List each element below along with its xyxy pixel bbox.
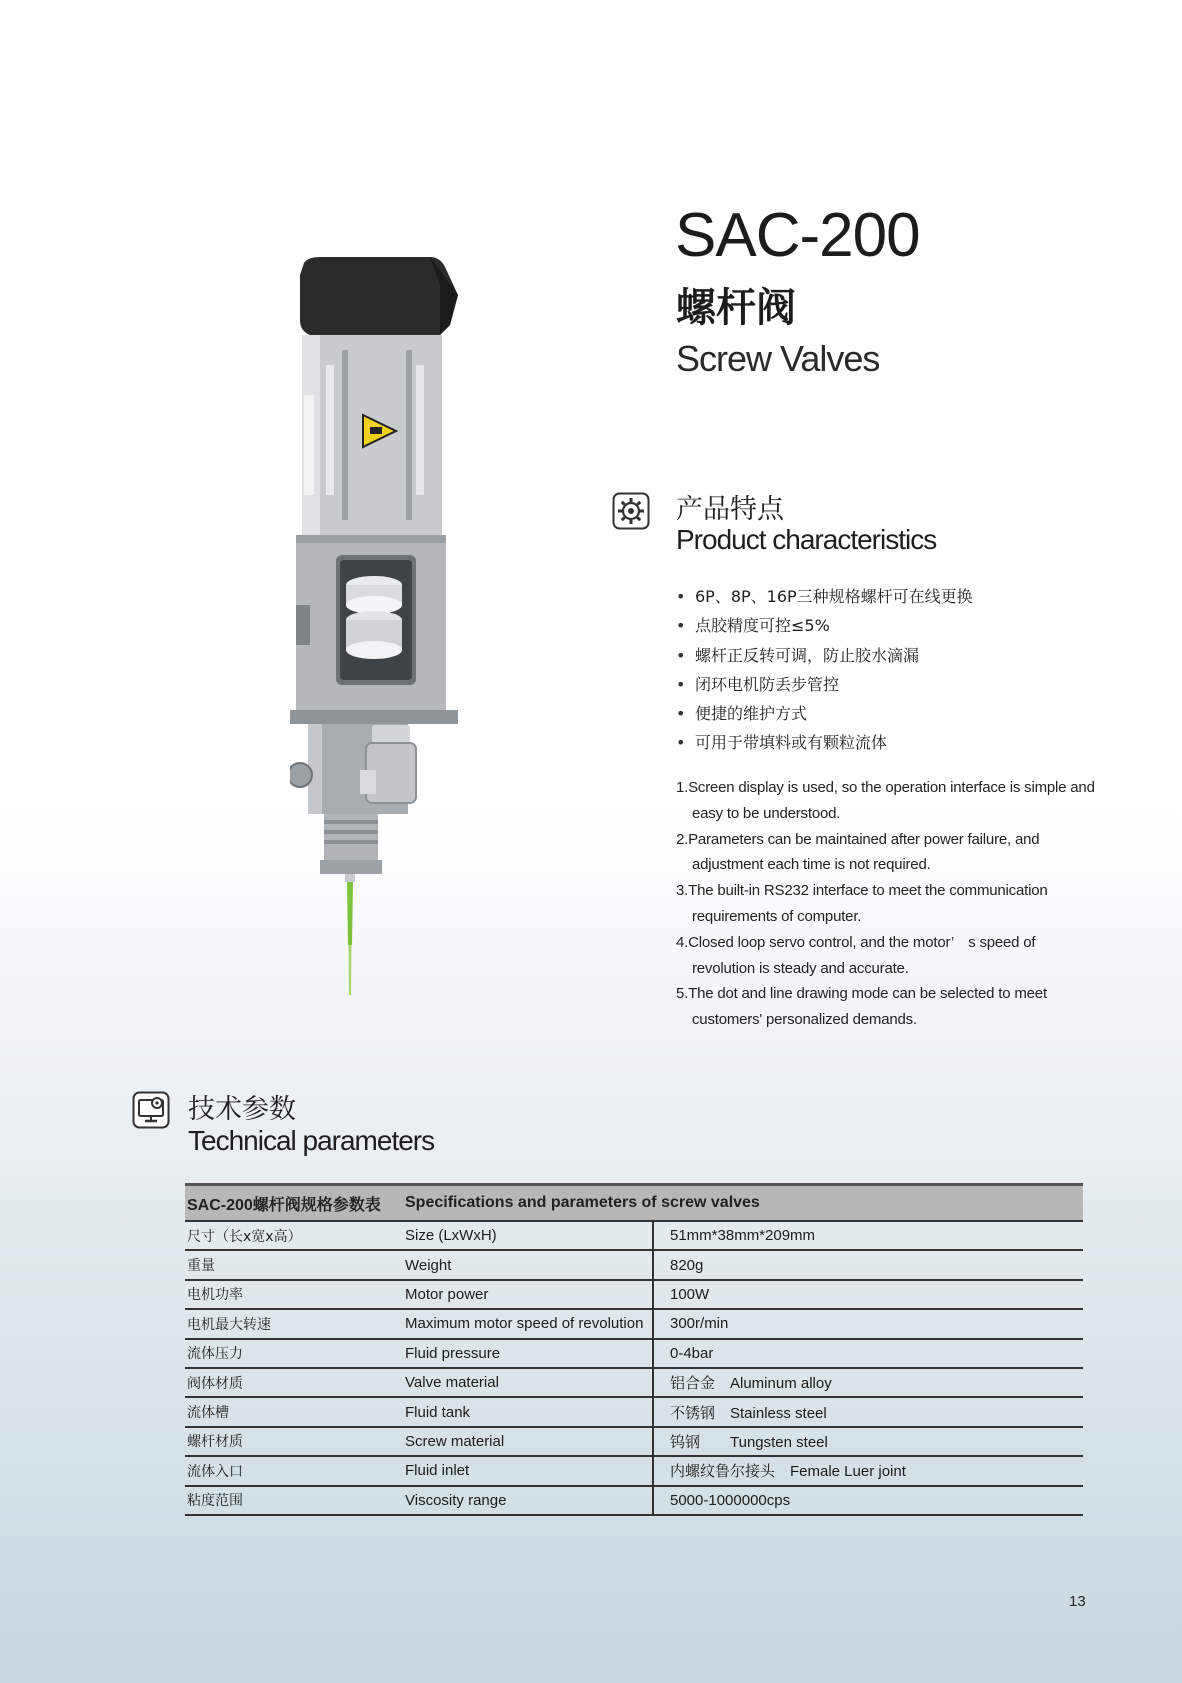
list-item: • 便捷的维护方式 [676, 699, 1136, 728]
list-item: • 螺杆正反转可调，防止胶水滴漏 [676, 641, 1136, 670]
param-name-en: Fluid tank [385, 1397, 653, 1426]
param-name-en: Motor power [385, 1280, 653, 1309]
specifications-table [185, 1183, 1083, 1516]
param-name-cn: 流体压力 [185, 1339, 385, 1368]
product-title-en: Screw Valves [676, 338, 880, 379]
param-name-cn: 流体入口 [185, 1456, 385, 1485]
param-name-cn: 尺寸（长x宽x高） [185, 1221, 385, 1250]
param-name-en: Fluid pressure [385, 1339, 653, 1368]
table-row [185, 1368, 1083, 1397]
list-item: • 闭环电机防丢步管控 [676, 670, 1136, 699]
table-row [185, 1280, 1083, 1309]
features-list [676, 775, 1096, 1033]
param-name-cn: 螺杆材质 [185, 1427, 385, 1456]
table-header-en: Specifications and parameters of screw valves [385, 1185, 1083, 1222]
list-item: 1.Screen display is used, so the operation interface is simple and easy to be understood. [676, 779, 1095, 822]
gear-icon [612, 492, 650, 530]
list-item: • 点胶精度可控≤5% [676, 611, 1136, 640]
param-value: 300r/min [653, 1309, 1083, 1338]
table-row [185, 1309, 1083, 1338]
table-row [185, 1427, 1083, 1456]
computer-settings-icon [132, 1091, 170, 1129]
table-row [185, 1339, 1083, 1368]
table-header-cn: SAC-200螺杆阀规格参数表 [185, 1185, 385, 1222]
table-row [185, 1397, 1083, 1426]
page-number: 13 [1069, 1593, 1086, 1610]
param-name-en: Maximum motor speed of revolution [385, 1309, 653, 1338]
param-name-en: Screw material [385, 1427, 653, 1456]
screw-valve-product-image [290, 255, 490, 995]
param-name-en: Size (LxWxH) [385, 1221, 653, 1250]
technical-heading-cn: 技术参数 [188, 1094, 296, 1125]
param-name-cn: 流体槽 [185, 1397, 385, 1426]
characteristics-heading-en: Product characteristics [676, 524, 937, 555]
param-value: 51mm*38mm*209mm [653, 1221, 1083, 1250]
param-value: 820g [653, 1250, 1083, 1279]
param-value: 不锈钢 Stainless steel [653, 1397, 1083, 1426]
list-item: • 6P、8P、16P三种规格螺杆可在线更换 [676, 582, 1136, 611]
param-name-en: Viscosity range [385, 1486, 653, 1515]
list-item: • 可用于带填料或有颗粒流体 [676, 728, 1136, 757]
characteristics-bullet-list [676, 582, 1136, 758]
param-value: 铝合金 Aluminum alloy [653, 1368, 1083, 1397]
param-name-en: Fluid inlet [385, 1456, 653, 1485]
param-name-cn: 电机功率 [185, 1280, 385, 1309]
table-row [185, 1250, 1083, 1279]
table-header-row [185, 1185, 1083, 1222]
param-value: 内螺纹鲁尔接头 Female Luer joint [653, 1456, 1083, 1485]
characteristics-heading-cn: 产品特点 [676, 494, 784, 525]
table-row [185, 1456, 1083, 1485]
list-item: 3.The built-in RS232 interface to meet the communication requirements of computer. [676, 882, 1048, 925]
model-title: SAC-200 [675, 201, 920, 270]
list-item: 5.The dot and line drawing mode can be selected to meet customers' personalized demands. [676, 985, 1047, 1029]
param-name-cn: 阀体材质 [185, 1368, 385, 1397]
param-value: 钨钢 Tungsten steel [653, 1427, 1083, 1456]
param-name-cn: 重量 [185, 1250, 385, 1279]
param-value: 0-4bar [653, 1339, 1083, 1368]
param-value: 100W [653, 1280, 1083, 1309]
list-item: 4.Closed loop servo control, and the motor’ s speed of revolution is steady and accurate. [676, 933, 1036, 977]
product-title-cn: 螺杆阀 [676, 285, 796, 331]
param-name-cn: 粘度范围 [185, 1486, 385, 1515]
technical-heading-en: Technical parameters [188, 1125, 435, 1156]
table-row [185, 1221, 1083, 1250]
param-value: 5000-1000000cps [653, 1486, 1083, 1515]
list-item: 2.Parameters can be maintained after power failure, and adjustment each time is not required. [676, 830, 1040, 874]
param-name-cn: 电机最大转速 [185, 1309, 385, 1338]
param-name-en: Valve material [385, 1368, 653, 1397]
param-name-en: Weight [385, 1250, 653, 1279]
table-row [185, 1486, 1083, 1515]
